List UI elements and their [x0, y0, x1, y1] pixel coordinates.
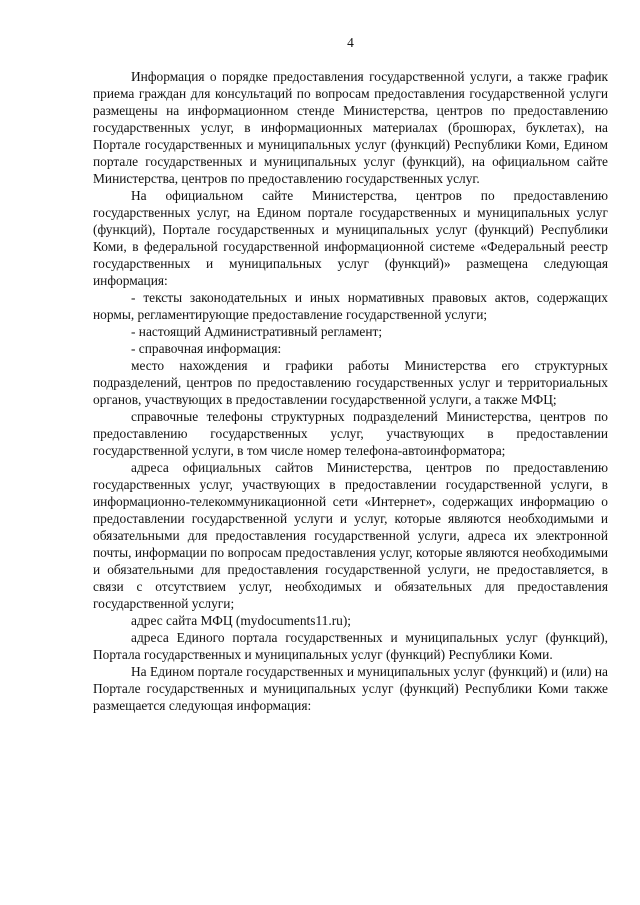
- paragraph: адрес сайта МФЦ (mydocuments11.ru);: [131, 613, 352, 628]
- paragraph: - настоящий Административный регламент;: [131, 324, 383, 339]
- paragraph: место нахождения и графики работы Министерства его структурных подразделений, центров по предоставлению государственных услуг и территориальных органов, участвующих в предоставлении государственной услуги, а также МФЦ;: [93, 358, 608, 407]
- page-number: 4: [347, 35, 354, 50]
- paragraph: - тексты законодательных и иных нормативных правовых актов, содержащих нормы, регламентирующие предоставление государственной услуги;: [93, 290, 608, 322]
- paragraph: На Едином портале государственных и муниципальных услуг (функций) и (или) на Портале государственных и муниципальных услуг (функций) Республики Коми также размещается следующая информация:: [93, 664, 608, 713]
- document-body: [93, 68, 608, 714]
- paragraph: справочные телефоны структурных подразделений Министерства, центров по предоставлению государственных услуг, участвующих в предоставлении государственной услуги, в том числе номер телефона-автоинформатора;: [93, 409, 608, 458]
- paragraph: На официальном сайте Министерства, центров по предоставлению государственных услуг, на Едином портале государственных и муниципальных услуг (функций), Портале государственных и муниципальных услуг (функций) Республики Коми, в федеральной государственной информационной системе «Федеральный реестр государственных и муниципальных услуг (функций)» размещена следующая информация:: [93, 188, 608, 288]
- paragraph: адреса Единого портала государственных и муниципальных услуг (функций), Портала государственных и муниципальных услуг (функций) Республики Коми.: [93, 630, 608, 662]
- paragraph: Информация о порядке предоставления государственной услуги, а также график приема граждан для консультаций по вопросам предоставления государственной услуги размещены на информационном стенде Министерства, центров по предоставлению государственных услуг, в информационных материалах (брошюрах, буклетах), на Портале государственных и муниципальных услуг (функций) Республики Коми, Едином портале государственных и муниципальных услуг (функций), на официальном сайте Министерства, центров по предоставлению государственных услуг.: [93, 69, 608, 186]
- paragraph: адреса официальных сайтов Министерства, центров по предоставлению государственных услуг, участвующих в предоставлении государственной услуги, в информационно-телекоммуникационной сети «Интернет», содержащих информацию о предоставлении государственной услуги и услуг, которые являются необходимыми и обязательными для предоставления государственной услуги, адреса их электронной почты, информации по вопросам предоставления услуг, которые являются необходимыми и обязательными для предоставления государственной услуги, не предоставляется, в связи с отсутствием услуг, необходимых и обязательных для предоставления государственной услуги;: [93, 460, 608, 611]
- paragraph: - справочная информация:: [131, 341, 282, 356]
